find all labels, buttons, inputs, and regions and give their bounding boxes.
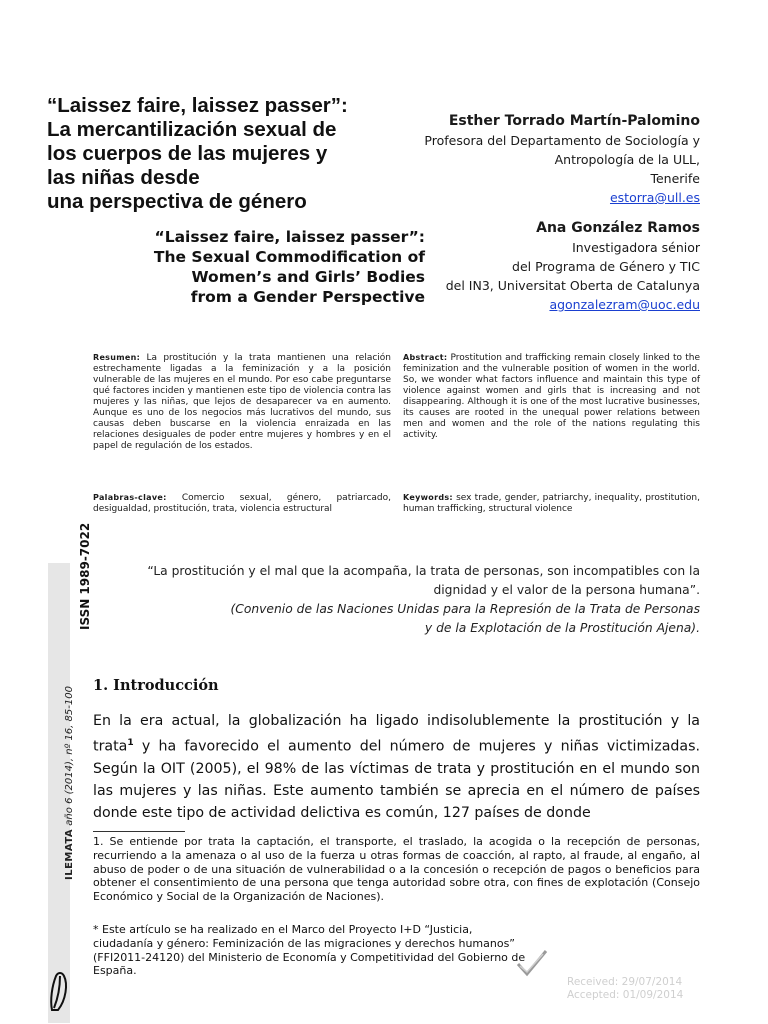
title-english xyxy=(95,227,425,307)
received-dates xyxy=(567,976,683,1002)
title-line: The Sexual Commodification of xyxy=(153,248,425,266)
received-date: Received: 29/07/2014 xyxy=(567,976,683,988)
keywords-text: Comercio sexual, género, patriarcado, desigualdad, prostitución, trata, violencia estructural xyxy=(93,493,391,514)
footnote-divider xyxy=(93,831,185,832)
epigraph-quote-line: “La prostitución y el mal que la acompaña, la trata de personas, son incompatibles con la xyxy=(147,564,700,578)
author-block-2 xyxy=(380,218,700,314)
author-affiliation: Profesora del Departamento de Sociología y xyxy=(424,133,700,148)
author-block-1 xyxy=(380,111,700,207)
author-email-link[interactable]: estorra@ull.es xyxy=(609,190,700,205)
author-affiliation: del Programa de Género y TIC xyxy=(512,259,700,274)
footnote-1: 1. Se entiende por trata la captación, el transporte, el traslado, la acogida o la recepción de personas, recurriendo a la amenaza o al uso de la fuerza u otras formas de coacción, al rapto, al fraude, al engaño, al abuso de poder o de una situación de vulnerabilidad o a la concesión o recepción de pagos o beneficios para obtener el consentimiento de una persona que tenga autoridad sobre otra, con fines de explotación (Consejo Económico y Social de la Organización de Naciones). xyxy=(93,835,700,904)
keywords-label: Keywords: xyxy=(403,493,453,502)
title-line: los cuerpos de las mujeres y xyxy=(47,142,328,165)
epigraph xyxy=(100,562,700,638)
title-line: una perspectiva de género xyxy=(47,190,307,213)
footnote-star: * Este artículo se ha realizado en el Marco del Proyecto I+D “Justicia, ciudadanía y género: Feminización de las migraciones y derechos humanos” (FFI2011-24120) del Ministerio de Economía y Competitividad del Gobierno de España. xyxy=(93,923,526,978)
title-line: las niñas desde xyxy=(47,166,200,189)
abstract-spanish xyxy=(93,352,391,452)
keywords-text: sex trade, gender, patriarchy, inequality, prostitution, human trafficking, structural violence xyxy=(403,493,700,514)
footnote-ref[interactable]: 1 xyxy=(127,738,134,748)
keywords-spanish xyxy=(93,492,391,515)
keywords-english xyxy=(403,492,700,515)
keywords-label: Palabras-clave: xyxy=(93,493,167,502)
epigraph-source-line: (Convenio de las Naciones Unidas para la Represión de la Trata de Personas xyxy=(230,602,700,616)
title-line: “Laissez faire, laissez passer”: xyxy=(47,94,348,117)
title-line: La mercantilización sexual de xyxy=(47,118,337,141)
body-text-segment: En la era actual, la globalización ha ligado indisolublemente la prostitución y la trata xyxy=(93,713,700,755)
journal-citation xyxy=(64,686,75,880)
issn-label: ISSN 1989-7022 xyxy=(78,522,92,630)
check-mark-icon xyxy=(515,948,549,978)
author-name: Esther Torrado Martín-Palomino xyxy=(448,113,700,129)
author-affiliation: Tenerife xyxy=(650,171,700,186)
title-line: “Laissez faire, laissez passer”: xyxy=(154,228,425,246)
journal-info: año 6 (2014), nº 16, 85-100 xyxy=(64,686,75,829)
title-spanish xyxy=(47,94,377,214)
body-text-segment: y ha favorecido el aumento del número de mujeres y niñas victimizadas. Según la OIT (2005), el 98% de las víctimas de trata y prostitución en el mundo son las mujeres y las niñas. Este aumento también se aprecia en el número de países donde este tipo de actividad delictiva es común, 127 países de donde xyxy=(93,738,700,821)
author-affiliation: Investigadora sénior xyxy=(572,240,700,255)
author-affiliation: Antropología de la ULL, xyxy=(554,152,700,167)
abstract-english xyxy=(403,352,700,441)
dilemata-d-logo xyxy=(48,970,70,1014)
epigraph-quote-line: dignidad y el valor de la persona humana”. xyxy=(433,583,700,597)
section-heading: 1. Introducción xyxy=(93,677,219,694)
abstract-label: Resumen: xyxy=(93,353,141,362)
author-email-link[interactable]: agonzalezram@uoc.edu xyxy=(549,297,700,312)
body-paragraph xyxy=(93,710,700,824)
accepted-date: Accepted: 01/09/2014 xyxy=(567,989,684,1001)
epigraph-source-line: y de la Explotación de la Prostitución Ajena). xyxy=(424,621,700,635)
abstract-text: La prostitución y la trata mantienen una relación estrechamente ligadas a la feminización y a la posición vulnerable de las mujeres en el mundo. Por eso cabe preguntarse qué factores inciden y mantienen este tipo de violencia contra las mujeres y las niñas, que lejos de desaparecer va en aumento. Aunque es uno de los negocios más lucrativos del mundo, sus causas deben buscarse en la violencia enraizada en las relaciones desiguales de poder entre mujeres y hombres y en el papel de regulación de los estados. xyxy=(93,353,391,451)
abstract-text: Prostitution and trafficking remain closely linked to the feminization and the vulnerable position of women in the world. So, we wonder what factors influence and maintain this type of violence against women and girls that is increasing and not disappearing. Although it is one of the most lucrative businesses, its causes are rooted in the unequal power relations between men and women and the role of the nations regulating this activity. xyxy=(403,353,700,440)
title-line: Women’s and Girls’ Bodies xyxy=(191,268,425,286)
author-affiliation: del IN3, Universitat Oberta de Catalunya xyxy=(445,278,700,293)
abstract-label: Abstract: xyxy=(403,353,448,362)
author-name: Ana González Ramos xyxy=(536,220,700,236)
journal-name: ILEMATA xyxy=(64,828,75,880)
title-line: from a Gender Perspective xyxy=(190,288,425,306)
